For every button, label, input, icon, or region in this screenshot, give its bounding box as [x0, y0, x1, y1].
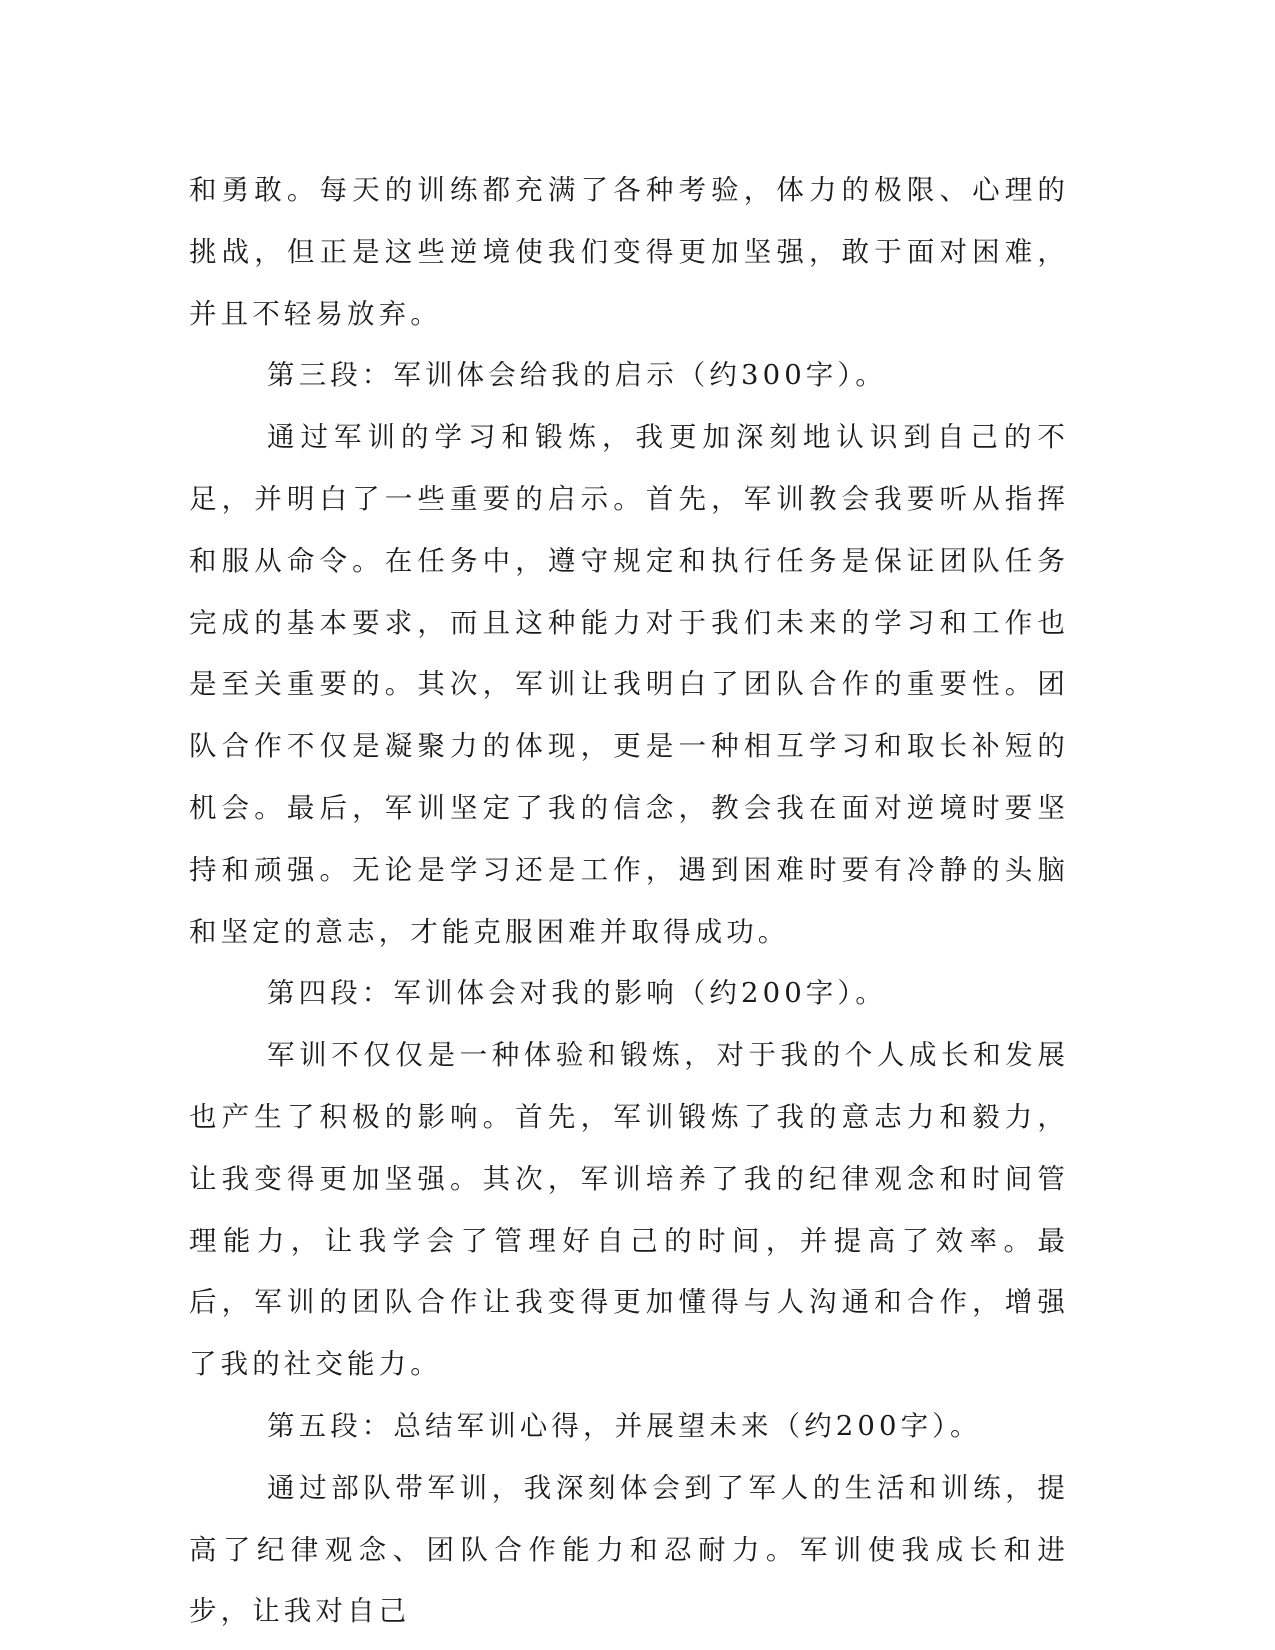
section-heading-3: 第三段：军训体会给我的启示（约300字）。: [267, 359, 887, 392]
paragraph-section-4: 军训不仅仅是一种体验和锻炼，对于我的个人成长和发展也产生了积极的影响。首先，军训锻炼了我的意志力和毅力，让我变得更加坚强。其次，军训培养了我的纪律观念和时间管理能力，让我学会了管理好自己的时间，并提高了效率。最后，军训的团队合作让我变得更加懂得与人沟通和合作，增强了我的社交能力。: [189, 1039, 1069, 1381]
section-heading-4: 第四段：军训体会对我的影响（约200字）。: [267, 977, 887, 1010]
paragraph-section-5: 通过部队带军训，我深刻体会到了军人的生活和训练，提高了纪律观念、团队合作能力和忍耐力。军训使我成长和进步，让我对自己: [189, 1471, 1069, 1628]
paragraph-continuation: 和勇敢。每天的训练都充满了各种考验，体力的极限、心理的挑战，但正是这些逆境使我们变得更加坚强，敢于面对困难，并且不轻易放弃。: [189, 174, 1069, 330]
paragraph-section-3: 通过军训的学习和锻炼，我更加深刻地认识到自己的不足，并明白了一些重要的启示。首先，军训教会我要听从指挥和服从命令。在任务中，遵守规定和执行任务是保证团队任务完成的基本要求，而且这种能力对于我们未来的学习和工作也是至关重要的。其次，军训让我明白了团队合作的重要性。团队合作不仅是凝聚力的体现，更是一种相互学习和取长补短的机会。最后，军训坚定了我的信念，教会我在面对逆境时要坚持和顽强。无论是学习还是工作，遇到困难时要有冷静的头脑和坚定的意志，才能克服困难并取得成功。: [189, 421, 1069, 948]
section-heading-5: 第五段：总结军训心得，并展望未来（约200字）。: [267, 1409, 982, 1442]
document-body: [189, 160, 1069, 1643]
